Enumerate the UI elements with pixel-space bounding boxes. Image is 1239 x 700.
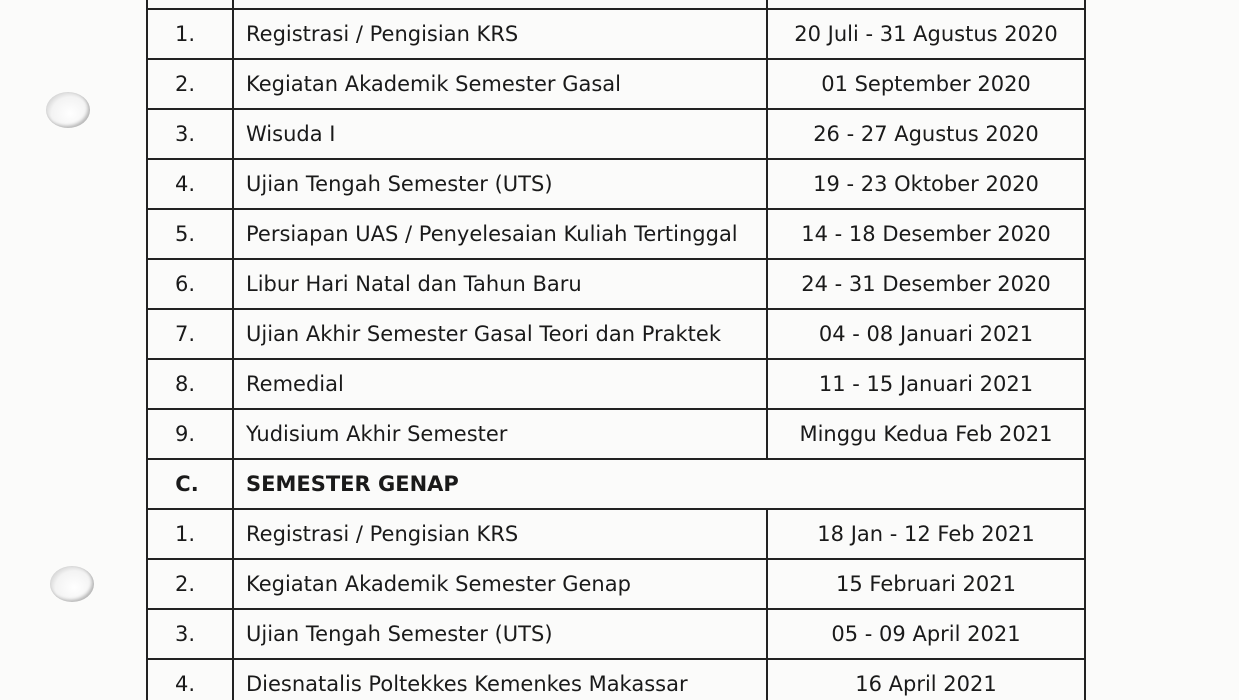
date-cell: 11 - 15 Januari 2021 — [767, 359, 1085, 409]
row-number: 2. — [147, 559, 233, 609]
table-row — [147, 9, 1085, 59]
row-number: 1. — [147, 509, 233, 559]
date-cell: Minggu Kedua Feb 2021 — [767, 409, 1085, 459]
activity-cell: Remedial — [233, 359, 767, 409]
activity-cell: Registrasi / Pengisian KRS — [233, 9, 767, 59]
date-cell: 01 September 2020 — [767, 59, 1085, 109]
row-number: 2. — [147, 59, 233, 109]
table-row — [147, 309, 1085, 359]
date-cell: 04 - 08 Januari 2021 — [767, 309, 1085, 359]
activity-cell: Diesnatalis Poltekkes Kemenkes Makassar — [233, 659, 767, 700]
date-cell: 24 - 31 Desember 2020 — [767, 259, 1085, 309]
activity-cell: Ujian Tengah Semester (UTS) — [233, 159, 767, 209]
table-row — [147, 159, 1085, 209]
date-cell: 18 Jan - 12 Feb 2021 — [767, 509, 1085, 559]
section-header-row — [147, 459, 1085, 509]
activity-cell: Wisuda I — [233, 109, 767, 159]
activity-cell: Libur Hari Natal dan Tahun Baru — [233, 259, 767, 309]
table-row — [147, 509, 1085, 559]
table-row — [147, 609, 1085, 659]
date-cell: 15 Februari 2021 — [767, 559, 1085, 609]
punch-hole-top — [46, 92, 90, 128]
date-cell: 19 - 23 Oktober 2020 — [767, 159, 1085, 209]
table-row — [147, 209, 1085, 259]
table-row — [147, 259, 1085, 309]
activity-cell: Kegiatan Akademik Semester Gasal — [233, 59, 767, 109]
date-cell: 16 April 2021 — [767, 659, 1085, 700]
date-cell: 14 - 18 Desember 2020 — [767, 209, 1085, 259]
activity-cell: Ujian Tengah Semester (UTS) — [233, 609, 767, 659]
date-cell: 20 Juli - 31 Agustus 2020 — [767, 9, 1085, 59]
date-cell: 05 - 09 April 2021 — [767, 609, 1085, 659]
table-row — [147, 59, 1085, 109]
row-number: 6. — [147, 259, 233, 309]
activity-cell: Yudisium Akhir Semester — [233, 409, 767, 459]
activity-cell: Registrasi / Pengisian KRS — [233, 509, 767, 559]
row-number: 4. — [147, 659, 233, 700]
table-row — [147, 359, 1085, 409]
section-letter: C. — [147, 459, 233, 509]
row-number: 7. — [147, 309, 233, 359]
row-number: 5. — [147, 209, 233, 259]
punch-hole-bottom — [50, 566, 94, 602]
activity-cell: Kegiatan Akademik Semester Genap — [233, 559, 767, 609]
table-row — [147, 559, 1085, 609]
row-number: 9. — [147, 409, 233, 459]
row-number: 3. — [147, 609, 233, 659]
section-title: SEMESTER GENAP — [233, 459, 1085, 509]
row-number: 1. — [147, 9, 233, 59]
table-row — [147, 659, 1085, 700]
academic-calendar-table — [146, 0, 1086, 700]
activity-cell: Ujian Akhir Semester Gasal Teori dan Praktek — [233, 309, 767, 359]
table-top-row — [147, 0, 1085, 9]
table-row — [147, 409, 1085, 459]
row-number: 4. — [147, 159, 233, 209]
row-number: 8. — [147, 359, 233, 409]
activity-cell: Persiapan UAS / Penyelesaian Kuliah Tertinggal — [233, 209, 767, 259]
table-row — [147, 109, 1085, 159]
row-number: 3. — [147, 109, 233, 159]
date-cell: 26 - 27 Agustus 2020 — [767, 109, 1085, 159]
